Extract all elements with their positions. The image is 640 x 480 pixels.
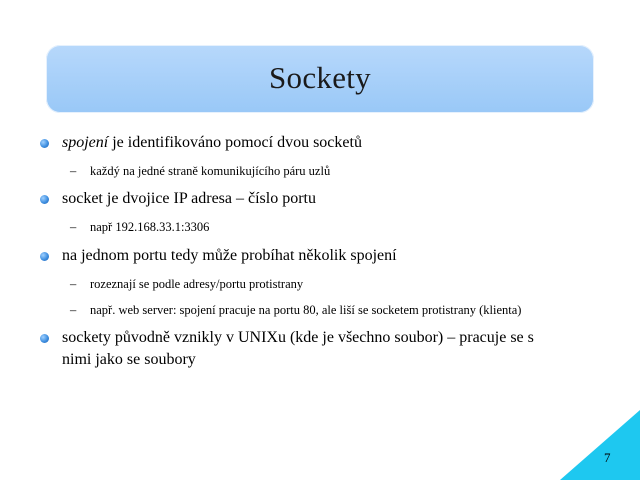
sub-dash: – xyxy=(70,303,77,317)
sub-dash: – xyxy=(70,277,77,291)
bullet-item-3: na jednom portu tedy může probíhat několik spojení xyxy=(62,247,397,264)
bullet-emphasis: spojení xyxy=(62,134,109,151)
sub-item-3-2: např. web server: spojení pracuje na portu 80, ale liší se socketem protistrany (klienta) xyxy=(90,303,522,317)
bullet-dot-icon xyxy=(40,252,49,261)
sub-item-2-1: např 192.168.33.1:3306 xyxy=(90,220,210,234)
sub-item-3-1: rozeznají se podle adresy/portu protistrany xyxy=(90,277,304,291)
page-number: 7 xyxy=(604,450,611,465)
bullet-dot-icon xyxy=(40,195,49,204)
slide-title: Sockety xyxy=(269,60,371,95)
corner-decoration xyxy=(560,410,640,480)
bullet-dot-icon xyxy=(40,139,49,148)
bullet-item-2: socket je dvojice IP adresa – číslo portu xyxy=(62,190,316,207)
bullet-item-4-line2: nimi jako se soubory xyxy=(62,351,196,368)
bullet-item-4-line1: sockety původně vznikly v UNIXu (kde je všechno soubor) – pracuje se s xyxy=(62,329,534,346)
sub-dash: – xyxy=(70,164,77,178)
sub-dash: – xyxy=(70,220,77,234)
sub-item-1-1: každý na jedné straně komunikujícího páru uzlů xyxy=(90,164,331,178)
bullet-item-1 xyxy=(62,132,362,154)
bullet-dot-icon xyxy=(40,334,49,343)
bullet-text: je identifikováno pomocí dvou socketů xyxy=(108,134,362,151)
